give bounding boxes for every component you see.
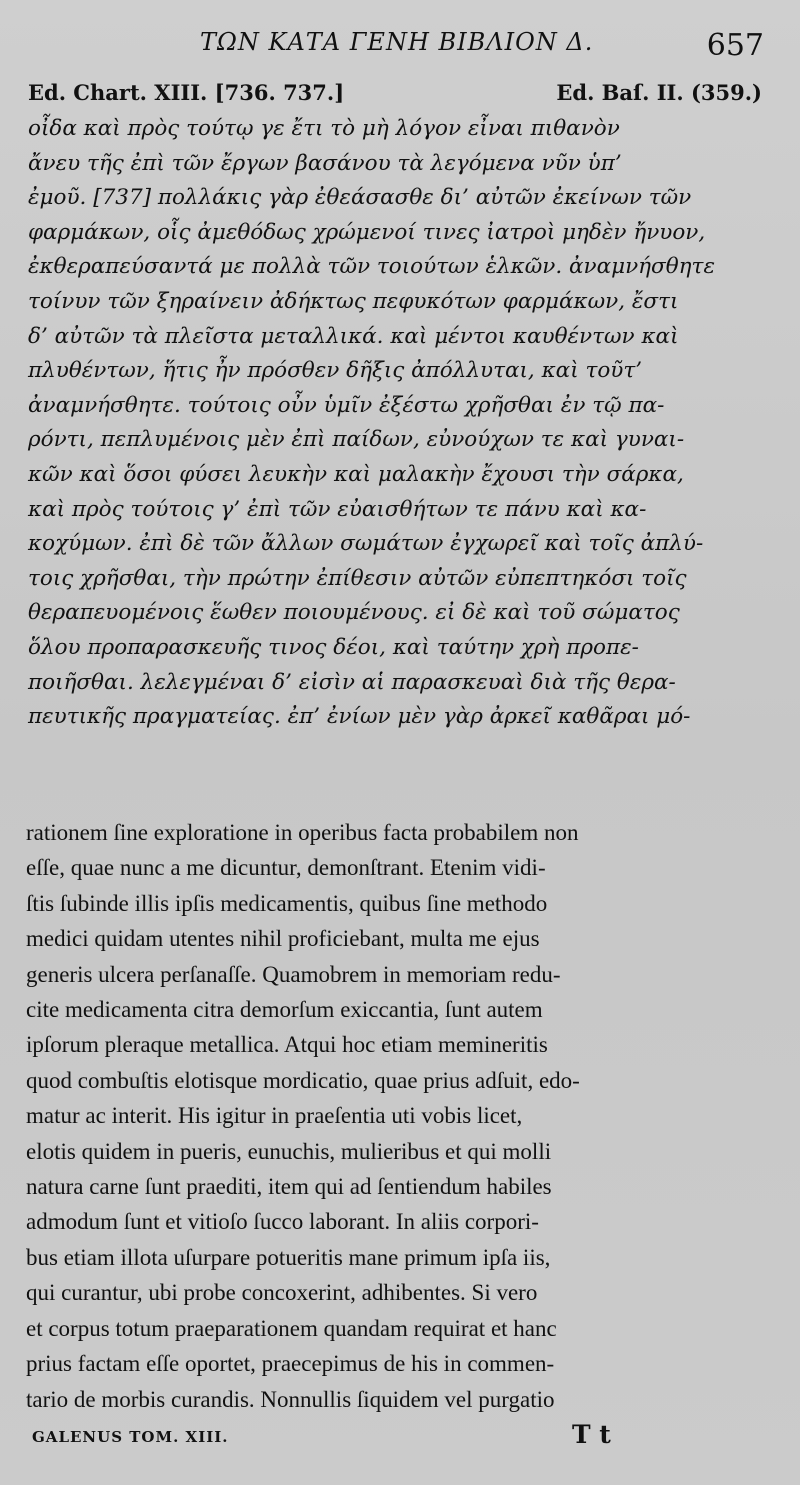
greek-line: ἄνευ τῆς ἐπὶ τῶν ἔργων βασάνου τὰ λεγόμενα νῦν ὑπ’ — [28, 150, 622, 176]
greek-line: θεραπευομένοις ἕωθεν ποιουμένους. εἰ δὲ καὶ τοῦ σώματος — [28, 600, 680, 626]
latin-text-block — [26, 815, 766, 1417]
greek-line: καὶ πρὸς τούτοις γ’ ἐπὶ τῶν εὐαισθήτων τε πάνυ καὶ κα- — [28, 496, 647, 522]
page-number: 657 — [706, 28, 764, 63]
greek-line: κῶν καὶ ὅσοι φύσει λευκὴν καὶ μαλακὴν ἔχουσι τὴν σάρκα, — [28, 461, 684, 487]
latin-line: bus etiam illota uſurpare potueritis mane primum ipſa iis, — [26, 1244, 551, 1270]
edition-chart-reference: Ed. Chart. XIII. [736. 737.] — [28, 80, 345, 105]
greek-line: ἀναμνήσθητε. τούτοις οὖν ὑμῖν ἐξέστω χρῆσθαι ἐν τῷ πα- — [28, 392, 665, 418]
latin-line: ſtis ſubinde illis ipſis medicamentis, quibus ſine methodo — [26, 890, 548, 916]
greek-line: ἐμοῦ. [737] πολλάκις γὰρ ἐθεάσασθε δι’ αὐτῶν ἐκείνων τῶν — [28, 185, 692, 211]
printer-signature: GALENUS TOM. XIII. — [32, 1428, 229, 1446]
greek-line: πευτικῆς πραγματείας. ἐπ’ ἐνίων μὲν γὰρ ἀρκεῖ καθᾶραι μό- — [28, 704, 691, 730]
latin-line: tario de morbis curandis. Nonnullis ſiquidem vel purgatio — [26, 1386, 555, 1412]
latin-line: cite medicamenta citra demorſum exiccantia, ſunt autem — [26, 997, 543, 1023]
latin-line: quod combuſtis elotisque mordicatio, quae prius adſuit, edo- — [26, 1067, 580, 1093]
latin-line: matur ac interit. His igitur in praeſentia uti vobis licet, — [26, 1103, 523, 1129]
latin-line: ipſorum pleraque metallica. Atqui hoc etiam memineritis — [26, 1032, 548, 1058]
latin-line: eſſe, quae nunc a me dicuntur, demonſtrant. Etenim vidi- — [26, 855, 546, 881]
running-title: ΤΩΝ ΚΑΤΑ ΓΕΝΗ ΒΙΒΛΙΟΝ Δ. — [200, 28, 594, 56]
greek-line: τοις χρῆσθαι, τὴν πρώτην ἐπίθεσιν αὐτῶν εὐπεπτηκόσι τοῖς — [28, 565, 687, 591]
greek-line: ὅλου προπαρασκευῆς τινος δέοι, καὶ ταύτην χρὴ προπε- — [28, 634, 639, 660]
greek-line: ρόντι, πεπλυμένοις μὲν ἐπὶ παίδων, εὐνούχων τε καὶ γυναι- — [28, 427, 685, 453]
greek-line: τοίνυν τῶν ξηραίνειν ἀδήκτως πεφυκότων φαρμάκων, ἔστι — [28, 288, 679, 314]
latin-line: prius factam eſſe oportet, praecepimus de his in commen- — [26, 1351, 555, 1377]
greek-text-block — [28, 112, 768, 735]
signature-mark: T t — [572, 1420, 611, 1449]
latin-line: generis ulcera perſanaſſe. Quamobrem in memoriam redu- — [26, 961, 561, 987]
greek-line: πλυθέντων, ἥτις ἦν πρόσθεν δῆξις ἀπόλλυται, καὶ τοῦτ’ — [28, 358, 643, 384]
greek-line: ἐκθεραπεύσαντά με πολλὰ τῶν τοιούτων ἑλκῶν. ἀναμνήσθητε — [28, 254, 715, 280]
latin-line: et corpus totum praeparationem quandam requirat et hanc — [26, 1315, 557, 1341]
latin-line: natura carne ſunt praediti, item qui ad ſentiendum habiles — [26, 1174, 552, 1200]
greek-line: δ’ αὐτῶν τὰ πλεῖστα μεταλλικά. καὶ μέντοι καυθέντων καὶ — [28, 323, 679, 349]
latin-line: medici quidam utentes nihil proficiebant, multa me ejus — [26, 926, 540, 952]
latin-line: qui curantur, ubi probe concoxerint, adhibentes. Si vero — [26, 1280, 538, 1306]
greek-line: οἶδα καὶ πρὸς τούτῳ γε ἔτι τὸ μὴ λόγον εἶναι πιθανὸν — [28, 116, 620, 141]
greek-line: ποιῆσθαι. λελεγμέναι δ’ εἰσὶν αἱ παρασκευαὶ διὰ τῆς θερα- — [28, 669, 676, 695]
latin-line: rationem ſine exploratione in operibus facta probabilem non — [26, 820, 579, 845]
latin-line: elotis quidem in pueris, eunuchis, mulieribus et qui molli — [26, 1138, 552, 1164]
edition-basel-reference: Ed. Baſ. II. (359.) — [556, 80, 762, 105]
greek-line: φαρμάκων, οἷς ἀμεθόδως χρώμενοί τινες ἰατροὶ μηδὲν ἤνυον, — [28, 219, 706, 245]
latin-line: admodum ſunt et vitioſo ſucco laborant. In aliis corpori- — [26, 1209, 539, 1235]
greek-line: κοχύμων. ἐπὶ δὲ τῶν ἄλλων σωμάτων ἐγχωρεῖ καὶ τοῖς ἀπλύ- — [28, 531, 704, 557]
